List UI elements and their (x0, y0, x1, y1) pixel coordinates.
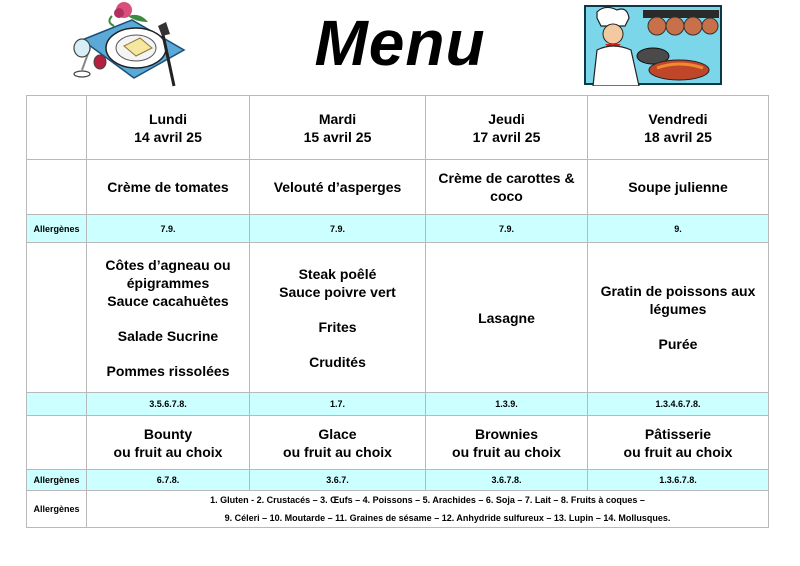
corner-cell (27, 96, 87, 160)
allergen-code: 3.5.6.7.8. (87, 393, 250, 416)
page-title: Menu (314, 7, 486, 79)
allergen-code: 1.3.4.6.7.8. (588, 393, 769, 416)
plat-lundi: Côtes d’agneau ou épigrammes Sauce cacahuètes Salade Sucrine Pommes rissolées (87, 243, 250, 393)
entree-vendredi: Soupe julienne (588, 160, 769, 215)
allergen-code: 6.7.8. (87, 470, 250, 491)
allergens-label: Allergènes (27, 470, 87, 491)
plat-allergens-row (27, 393, 769, 416)
entree-lundi: Crème de tomates (87, 160, 250, 215)
dessert-mardi: Glace ou fruit au choix (250, 416, 426, 470)
dessert-vendredi: Pâtisserie ou fruit au choix (588, 416, 769, 470)
day-header-mardi: Mardi 15 avril 25 (250, 96, 426, 160)
dessert-lundi: Bounty ou fruit au choix (87, 416, 250, 470)
allergen-code: 7.9. (250, 215, 426, 243)
menu-table (26, 95, 769, 528)
dessert-row (27, 416, 769, 470)
allergen-code: 1.3.9. (426, 393, 588, 416)
allergen-code: 7.9. (87, 215, 250, 243)
dessert-allergens-row (27, 470, 769, 491)
day-header-row (27, 96, 769, 160)
entree-row (27, 160, 769, 215)
allergens-label: Allergènes (27, 491, 87, 528)
entree-jeudi: Crème de carottes & coco (426, 160, 588, 215)
day-header-jeudi: Jeudi 17 avril 25 (426, 96, 588, 160)
plat-jeudi: Lasagne (426, 243, 588, 393)
entree-allergens-row (27, 215, 769, 243)
plat-row (27, 243, 769, 393)
plat-mardi: Steak poêlé Sauce poivre vert Frites Crudités (250, 243, 426, 393)
allergen-code: 1.3.6.7.8. (588, 470, 769, 491)
day-header-lundi: Lundi 14 avril 25 (87, 96, 250, 160)
allergen-code: 7.9. (426, 215, 588, 243)
allergens-label: Allergènes (27, 215, 87, 243)
allergen-code: 9. (588, 215, 769, 243)
allergen-code: 3.6.7.8. (426, 470, 588, 491)
day-header-vendredi: Vendredi 18 avril 25 (588, 96, 769, 160)
allergen-legend-row (27, 491, 769, 528)
plat-vendredi: Gratin de poissons aux légumes Purée (588, 243, 769, 393)
dessert-jeudi: Brownies ou fruit au choix (426, 416, 588, 470)
allergen-code: 3.6.7. (250, 470, 426, 491)
allergen-legend: 1. Gluten - 2. Crustacés – 3. Œufs – 4. Poissons – 5. Arachides – 6. Soja – 7. Lait – 8. Fruits à coques – 9. Céleri – 10. Moutarde – 11. Graines de sésame – 12. Anhydride sulfureux – 13. Lupin – 14. Mollusques. (87, 491, 769, 528)
entree-mardi: Velouté d’asperges (250, 160, 426, 215)
allergen-code: 1.7. (250, 393, 426, 416)
